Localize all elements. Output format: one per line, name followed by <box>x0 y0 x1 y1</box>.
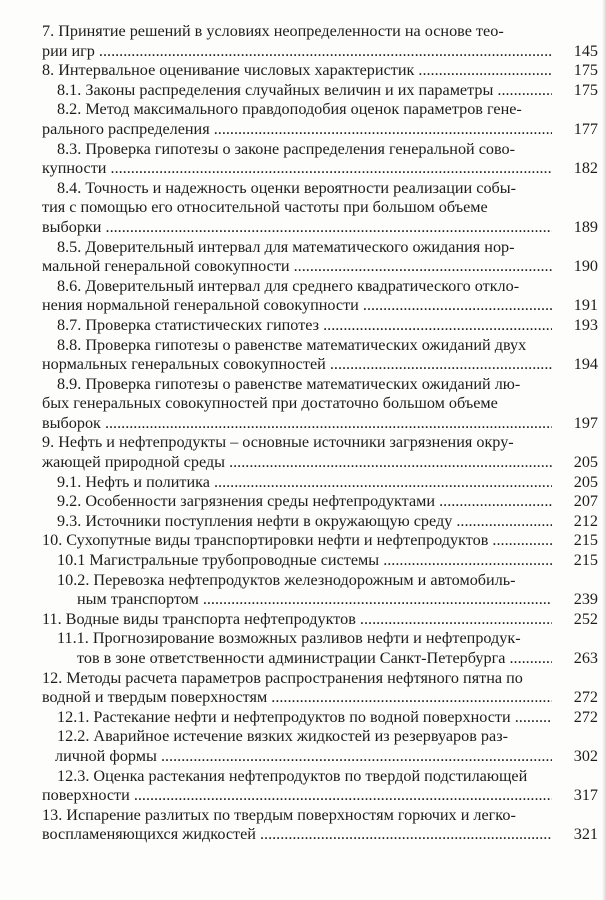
toc-page-number: 321 <box>573 825 598 844</box>
toc-page-number: 212 <box>573 511 598 530</box>
toc-page-number: 239 <box>573 590 598 609</box>
toc-entry-line <box>42 336 598 356</box>
toc-entry-line <box>42 786 598 806</box>
toc-entry-line <box>42 355 598 375</box>
toc-entry-title: 8.7. Проверка статистических гипотез ..... <box>42 316 552 336</box>
toc-page-number: 197 <box>573 413 598 432</box>
toc-entry-title: 7. Принятие решений в условиях неопределенности на основе тео- <box>42 22 504 40</box>
toc-page-number: 205 <box>573 472 598 491</box>
toc-page-number: 182 <box>573 159 598 178</box>
toc-entry-title: 8.9. Проверка гипотезы о равенстве математических ожиданий лю- <box>57 374 521 393</box>
toc-entry-title: 9. Нефть и нефтепродукты – основные источники загрязнения окру- <box>42 433 514 452</box>
toc-entry-title: 9.3. Источники поступления нефти в окружающую среду ..... <box>42 512 552 532</box>
toc-entry-line <box>42 257 598 277</box>
toc-entry-title-continued: выборок ..... <box>42 414 552 434</box>
toc-page-number: 215 <box>573 531 598 550</box>
toc-entry-title: 10.1 Магистральные трубопроводные системы ..... <box>42 551 552 571</box>
toc-entry-title-continued: рии игр ..... <box>42 42 552 62</box>
toc-entry-line <box>42 42 598 62</box>
toc-page-number: 193 <box>573 315 598 334</box>
toc-page-number: 190 <box>573 257 598 276</box>
toc-entry-line <box>42 492 598 512</box>
toc-entry-line <box>42 453 598 473</box>
toc-page-number: 194 <box>573 355 598 374</box>
toc-entry-title: 9.1. Нефть и политика ..... <box>42 473 552 493</box>
toc-entry[interactable] <box>42 22 598 61</box>
toc-entry[interactable] <box>42 571 598 610</box>
toc-page-number: 302 <box>573 746 598 765</box>
toc-entry[interactable] <box>42 140 598 179</box>
toc-entry[interactable] <box>42 238 598 277</box>
toc-entry-line <box>42 22 598 42</box>
toc-entry-title: 11. Водные виды транспорта нефтепродуктов ..... <box>42 610 552 630</box>
toc-entry-title-continued: тов в зоне ответственности администрации Санкт-Петербурга ..... <box>42 649 552 669</box>
toc-entry-title-continued: водной и твердым поверхностям ..... <box>42 688 552 708</box>
toc-entry[interactable] <box>42 669 598 708</box>
toc-entry-line <box>42 120 598 140</box>
toc-entry-line <box>42 277 598 297</box>
toc-entry-line <box>42 179 598 199</box>
toc-entry-title: 13. Испарение разлитых по твердым поверхностям горючих и легко- <box>42 805 516 824</box>
toc-page-number: 175 <box>573 80 598 99</box>
toc-entry-line <box>42 669 598 689</box>
toc-entry-title: 12.1. Растекание нефти и нефтепродуктов по водной поверхности ..... <box>42 708 552 728</box>
toc-entry[interactable] <box>42 179 598 238</box>
toc-entry-title: 8.3. Проверка гипотезы о законе распределения генеральной сово- <box>57 139 516 158</box>
toc-entry-line <box>42 316 598 336</box>
toc-entry-line <box>42 610 598 630</box>
toc-entry-title-continued: мальной генеральной совокупности ..... <box>42 257 552 277</box>
toc-entry-title: 12. Методы расчета параметров распространения нефтяного пятна по <box>42 668 523 687</box>
toc-entry-line <box>42 590 598 610</box>
toc-entry[interactable] <box>42 375 598 434</box>
toc-entry-line <box>42 806 598 826</box>
toc-entry-title: 8. Интервальное оценивание числовых характеристик ..... <box>42 61 552 81</box>
toc-entry-title-continued: тия с помощью его относительной частоты при большом объеме <box>42 198 488 217</box>
toc-entry[interactable] <box>42 336 598 375</box>
toc-entry-line <box>42 629 598 649</box>
toc-entry[interactable] <box>42 492 598 512</box>
toc-entry[interactable] <box>42 81 598 101</box>
toc-entry-line <box>42 551 598 571</box>
toc-page-number: 252 <box>573 609 598 628</box>
toc-entry-line <box>42 394 598 414</box>
toc-entry[interactable] <box>42 433 598 472</box>
toc-entry-line <box>42 198 598 218</box>
toc-entry-title-continued: нормальных генеральных совокупностей ..... <box>42 355 552 375</box>
toc-entry[interactable] <box>42 61 598 81</box>
toc-entry-title: 11.1. Прогнозирование возможных разливов нефти и нефтепродук- <box>57 629 521 648</box>
toc-entry-line <box>42 296 598 316</box>
toc-entry-line <box>42 571 598 591</box>
toc-entry-line <box>42 531 598 551</box>
toc-entry-line <box>42 708 598 728</box>
toc-entry[interactable] <box>42 806 598 845</box>
toc-entry-title: 12.3. Оценка растекания нефтепродуктов по твердой подстилающей <box>57 766 528 785</box>
toc-entry-title-continued: личной формы ..... <box>42 747 552 767</box>
toc-page-number: 317 <box>573 786 598 805</box>
toc-entry-line <box>42 81 598 101</box>
toc-page-number: 175 <box>573 61 598 80</box>
toc-entry-title: 10.2. Перевозка нефтепродуктов железнодорожным и автомобиль- <box>57 570 516 589</box>
toc-entry[interactable] <box>42 708 598 728</box>
toc-entry-title-continued: выборки ..... <box>42 218 552 238</box>
table-of-contents <box>42 22 598 845</box>
toc-entry-title: 8.1. Законы распределения случайных величин и их параметры ..... <box>42 81 552 101</box>
toc-entry-title: 10. Сухопутные виды транспортировки нефти и нефтепродуктов ..... <box>42 531 552 551</box>
toc-page-number: 272 <box>573 707 598 726</box>
toc-entry-line <box>42 218 598 238</box>
toc-entry[interactable] <box>42 629 598 668</box>
toc-entry-line <box>42 414 598 434</box>
toc-entry-line <box>42 747 598 767</box>
toc-entry-line <box>42 159 598 179</box>
toc-page-number: 272 <box>573 688 598 707</box>
toc-entry-title-continued: нения нормальной генеральной совокупности ..... <box>42 296 552 316</box>
toc-entry-line <box>42 688 598 708</box>
toc-entry[interactable] <box>42 767 598 806</box>
toc-entry-title: 8.8. Проверка гипотезы о равенстве математических ожиданий двух <box>57 335 527 354</box>
toc-entry-title-continued: поверхности ..... <box>42 786 552 806</box>
toc-entry-line <box>42 512 598 532</box>
toc-entry-line <box>42 140 598 160</box>
toc-page-number: 205 <box>573 453 598 472</box>
toc-entry-line <box>42 825 598 845</box>
toc-entry-title: 9.2. Особенности загрязнения среды нефтепродуктами ..... <box>42 492 552 512</box>
toc-entry-title-continued: купности ..... <box>42 159 552 179</box>
toc-entry[interactable] <box>42 610 598 630</box>
toc-entry-title-continued: бых генеральных совокупностей при достаточно большом объеме <box>42 394 498 413</box>
toc-entry-title: 8.2. Метод максимального правдоподобия оценок параметров гене- <box>57 100 522 119</box>
page-edge-shadow <box>602 0 606 900</box>
toc-entry-title: 8.4. Точность и надежность оценки вероятности реализации собы- <box>57 178 517 197</box>
toc-entry-title-continued: рального распределения ..... <box>42 120 552 140</box>
toc-entry-title: 8.5. Доверительный интервал для математического ожидания нор- <box>57 237 515 256</box>
toc-entry[interactable] <box>42 277 598 316</box>
toc-entry-line <box>42 473 598 493</box>
toc-entry[interactable] <box>42 551 598 571</box>
toc-page-number: 177 <box>573 119 598 138</box>
toc-entry-line <box>42 238 598 258</box>
toc-entry[interactable] <box>42 512 598 532</box>
toc-page-number: 215 <box>573 551 598 570</box>
toc-page-number: 189 <box>573 217 598 236</box>
toc-entry-title-continued: жающей природной среды ..... <box>42 453 552 473</box>
toc-entry-line <box>42 433 598 453</box>
toc-page-number: 207 <box>573 492 598 511</box>
toc-page-number: 145 <box>573 41 598 60</box>
toc-entry-line <box>42 61 598 81</box>
toc-entry[interactable] <box>42 473 598 493</box>
toc-entry[interactable] <box>42 531 598 551</box>
toc-entry-title: 8.6. Доверительный интервал для среднего квадратического откло- <box>57 276 520 295</box>
toc-entry-line <box>42 100 598 120</box>
toc-entry-title-continued: ным транспортом ..... <box>42 590 552 610</box>
toc-entry[interactable] <box>42 100 598 139</box>
toc-entry[interactable] <box>42 727 598 766</box>
toc-entry-line <box>42 727 598 747</box>
toc-entry-line <box>42 375 598 395</box>
toc-entry-title: 12.2. Аварийное истечение вязких жидкостей из резервуаров раз- <box>57 727 508 746</box>
toc-page-number: 263 <box>573 649 598 667</box>
toc-entry-line <box>42 649 598 669</box>
toc-entry-title-continued: воспламеняющихся жидкостей ..... <box>42 825 552 845</box>
toc-page-number: 191 <box>573 296 598 315</box>
toc-entry[interactable] <box>42 316 598 336</box>
toc-entry-line <box>42 767 598 787</box>
